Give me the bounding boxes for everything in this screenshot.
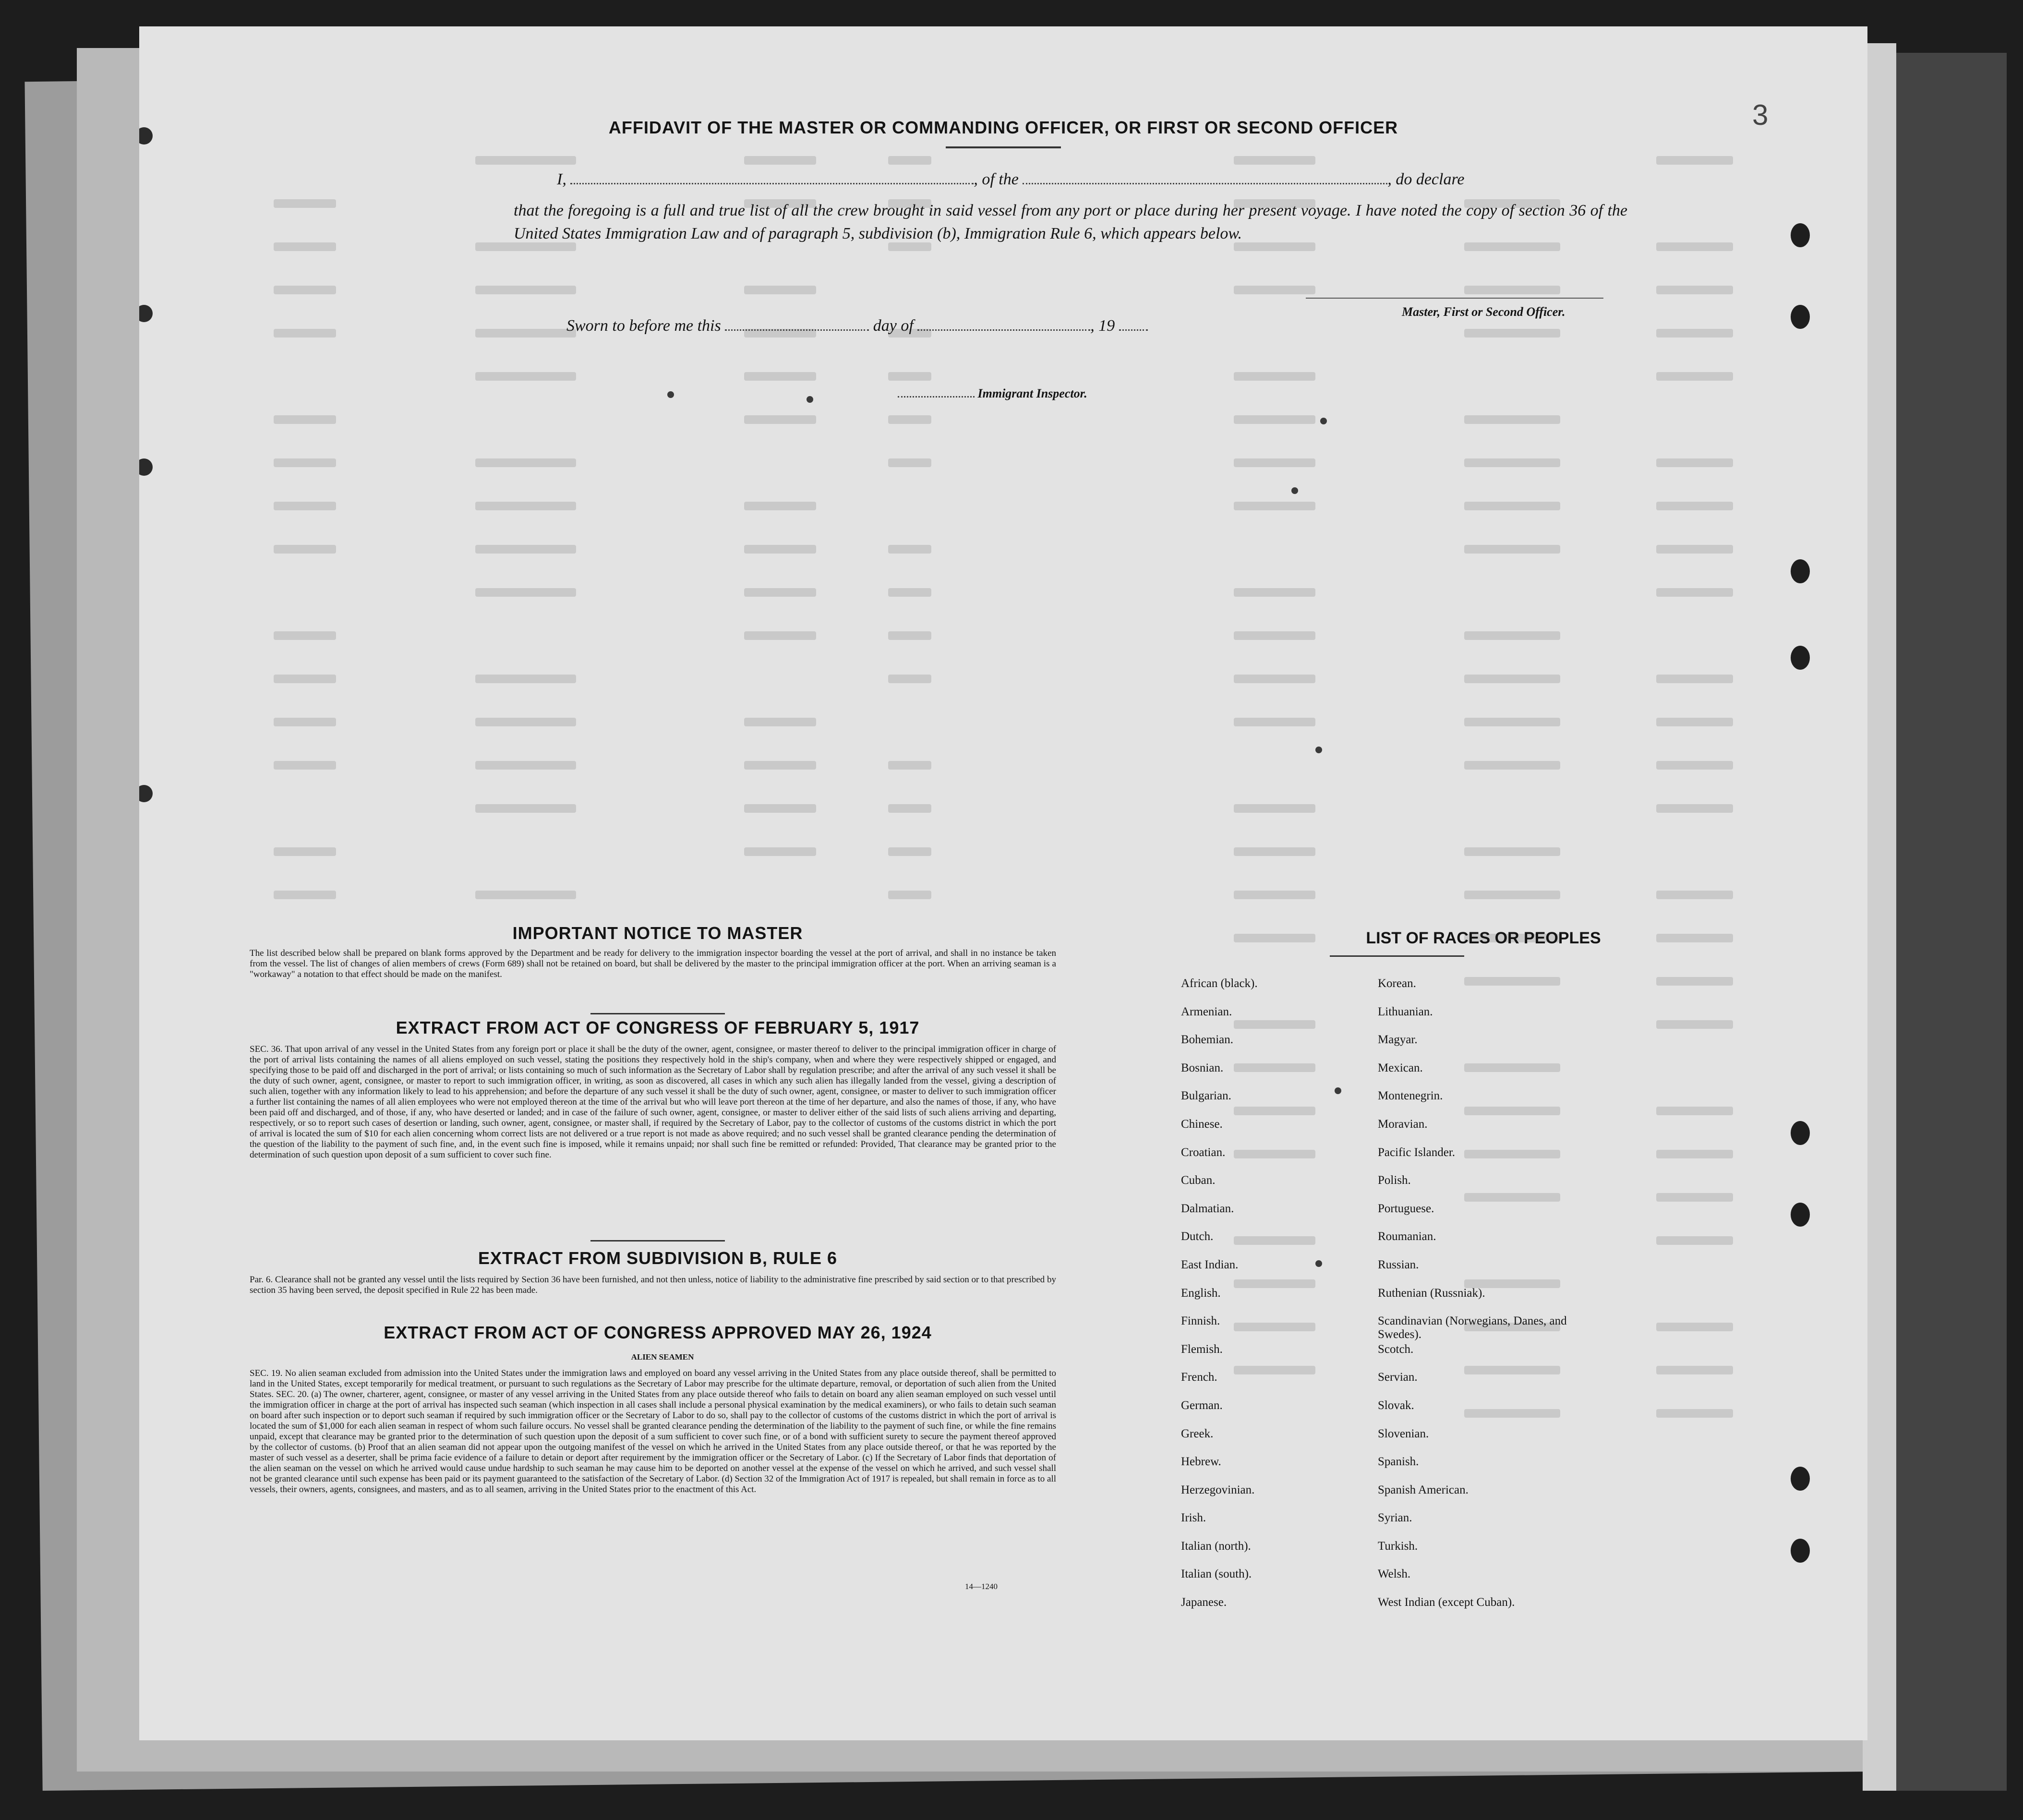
bleed-mark bbox=[1656, 1323, 1733, 1331]
section-rule bbox=[590, 1013, 725, 1014]
extract-1917-body: SEC. 36. That upon arrival of any vessel in the United States from any foreign port or place it shall be the duty of the owner, agent, consignee, or master thereof to deliver to the principal immigration officer in charge of the port of arrival lists containing the names of all aliens employed on such vessel, stating the positions they respectively hold in the ship's company, when and where they were respectively shipped or engaged, and specifying those to be paid off and discharged in the port of arrival; or lists containing so much of such information as the Secretary of Labor shall by regulation prescribe; and after the arrival of any such vessel it shall be the duty of such owner, agent, consignee, or master to report to such immigration officer, in writing, as soon as discovered, all cases in which any such alien has illegally landed from the vessel, giving a description of such alien, together with any information likely to lead to his apprehension; and before the departure of any such vessel it shall be the duty of such owner, agent, consignee, or master to deliver to such immigration officer a further list containing the names of all alien employees who were not employed thereon at the time of the arrival but who will leave port thereon at the time of her departure, and also the names of those, if any, who have been paid off and discharged, and of those, if any, who have deserted or landed; and in case of the failure of such owner, agent, consignee, or master to deliver either of the said lists of such aliens arriving and departing, respectively, or so to report such cases of desertion or landing, such owner, agent, consignee, or master shall, if required by the Secretary of Labor, pay to the collector of customs of the customs district in which the port of arrival is located the sum of $10 for each alien concerning whom correct lists are not delivered or a true report is not made as above required; and no such vessel shall be granted clearance pending the determination of the question of the liability to the payment of such fine, and, in the event such fine is imposed, while it remains unpaid; nor shall such fine be remitted or refunded: Provided, That clearance may be granted prior to the determination of such question upon deposit of a sum sufficient to cover such fine. bbox=[250, 1044, 1056, 1160]
races-right-column bbox=[1378, 977, 1599, 1624]
race-item: Croatian. bbox=[1181, 1145, 1226, 1159]
race-item: Hebrew. bbox=[1181, 1455, 1221, 1469]
bleed-mark bbox=[1464, 761, 1560, 770]
bleed-mark bbox=[1656, 1150, 1733, 1158]
bleed-mark bbox=[1234, 156, 1315, 165]
binder-hole bbox=[1791, 1467, 1810, 1491]
bleed-mark bbox=[1234, 588, 1315, 597]
race-item: Lithuanian. bbox=[1378, 1005, 1433, 1018]
extract-1924-body: SEC. 19. No alien seaman excluded from admission into the United States under the immigration laws and employed on board any vessel arriving in the United States from any place outside thereof, shall be permitted to land in the United States, except temporarily for medical treatment, or pursuant to such regulations as the Secretary of Labor may prescribe for the ultimate departure, removal, or deportation of such alien from the United States. SEC. 20. (a) The owner, charterer, agent, consignee, or master of any vessel arriving in the United States from any place outside thereof who fails to detain on board any alien seaman employed on such vessel until the immigration officer in charge at the port of arrival has inspected such seaman (which inspection in all cases shall include a personal physical examination by the medical examiners), or who fails to detain such seaman on board after such inspection or to deport such seaman if required by such immigration officer or the Secretary of Labor to do so, shall pay to the collector of customs of the customs district in which the port of arrival is located the sum of $1,000 for each alien seaman in respect of whom such failure occurs. No vessel shall be granted clearance pending the determination of the liability to the payment of such fine, or while the fine remains unpaid, except that clearance may be granted prior to the determination of such question upon the deposit of a sum sufficient to cover such fine, or of a bond with sufficient surety to secure the payment thereof approved by the collector of customs. (b) Proof that an alien seaman did not appear upon the outgoing manifest of the vessel on which he arrived in the United States from any place outside thereof, or that he was reported by the master of such vessel as a deserter, shall be prima facie evidence of a failure to detain or deport after requirement by the immigration officer or the Secretary of Labor. (c) If the Secretary of Labor finds that deportation of the alien seaman on the vessel on which he arrived would cause undue hardship to such seaman he may cause him to be deported on another vessel at the expense of the vessel on which he arrived, and such vessel shall not be granted clearance until such expense has been paid or its payment guaranteed to the satisfaction of the Secretary of Labor. (d) Section 32 of the Immigration Act of 1917 is repealed, but shall remain in force as to all vessels, their owners, agents, consignees, and masters, and as to all seamen, arriving in the United States prior to the enactment of this Act. bbox=[250, 1368, 1056, 1495]
notice-title: IMPORTANT NOTICE TO MASTER bbox=[512, 923, 803, 943]
ink-speck bbox=[1315, 1260, 1322, 1267]
bleed-mark bbox=[1464, 891, 1560, 899]
race-item: Slovenian. bbox=[1378, 1427, 1429, 1440]
bleed-mark bbox=[1656, 1193, 1733, 1202]
alien-seamen-subtitle: ALIEN SEAMEN bbox=[631, 1352, 694, 1362]
binder-hole bbox=[139, 305, 153, 322]
race-item: Portuguese. bbox=[1378, 1202, 1434, 1215]
race-item: Korean. bbox=[1378, 977, 1416, 990]
ink-speck bbox=[1315, 747, 1322, 753]
ink-speck bbox=[1320, 418, 1327, 424]
bleed-mark bbox=[1656, 588, 1733, 597]
bleed-mark bbox=[888, 156, 931, 165]
race-item: Dutch. bbox=[1181, 1230, 1214, 1243]
bleed-mark bbox=[744, 545, 816, 554]
bleed-mark bbox=[475, 675, 576, 683]
bleed-mark bbox=[1234, 718, 1315, 726]
race-item: English. bbox=[1181, 1286, 1221, 1300]
bleed-mark bbox=[475, 891, 576, 899]
bleed-mark bbox=[1656, 458, 1733, 467]
bleed-mark bbox=[274, 415, 336, 424]
bleed-mark bbox=[1656, 718, 1733, 726]
extract-rule6-body: Par. 6. Clearance shall not be granted any vessel until the lists required by Section 36 have been furnished, and not then unless, notice of liability to the administrative fine prescribed by said section or to that prescribed by section 35 having been served, the deposit specified in Rule 22 has been made. bbox=[250, 1275, 1056, 1295]
bleed-mark bbox=[274, 718, 336, 726]
notice-body: The list described below shall be prepared on blank forms approved by the Department and be ready for delivery to the immigration inspector boarding the vessel at the port of arrival, and shall in no instance be taken from the vessel. The list of changes of alien members of crews (Form 689) shall not be retained on board, but shall be delivered by the master to the principal immigration officer at the port. When an arriving seaman is a "workaway" a notation to that effect should be made on the manifest. bbox=[250, 948, 1056, 979]
race-item: Spanish American. bbox=[1378, 1483, 1469, 1496]
bleed-mark bbox=[274, 545, 336, 554]
race-item: Moravian. bbox=[1378, 1117, 1428, 1131]
bleed-mark bbox=[1234, 286, 1315, 294]
inspector-blank[interactable] bbox=[898, 396, 975, 398]
race-item: Turkish. bbox=[1378, 1539, 1418, 1553]
bleed-mark bbox=[1464, 458, 1560, 467]
extract-rule6-title: EXTRACT FROM SUBDIVISION B, RULE 6 bbox=[478, 1248, 838, 1268]
ink-speck bbox=[667, 391, 674, 398]
bleed-mark bbox=[1656, 804, 1733, 813]
bleed-mark bbox=[1464, 415, 1560, 424]
year-blank[interactable] bbox=[1119, 329, 1148, 331]
race-item: East Indian. bbox=[1181, 1258, 1239, 1271]
race-item: Russian. bbox=[1378, 1258, 1419, 1271]
races-left-column bbox=[1181, 977, 1258, 1624]
sworn-line: Sworn to before me this day of , 19 bbox=[566, 317, 1148, 335]
bleed-mark bbox=[1656, 242, 1733, 251]
race-item: Roumanian. bbox=[1378, 1230, 1436, 1243]
bleed-mark bbox=[1656, 502, 1733, 510]
bleed-mark bbox=[274, 199, 336, 208]
bleed-mark bbox=[744, 415, 816, 424]
race-item: Magyar. bbox=[1378, 1033, 1418, 1047]
race-item: Scotch. bbox=[1378, 1342, 1414, 1356]
affidavit-title: AFFIDAVIT OF THE MASTER OR COMMANDING OFFICER, OR FIRST OR SECOND OFFICER bbox=[608, 118, 1398, 137]
bleed-mark bbox=[888, 372, 931, 381]
bleed-mark bbox=[475, 156, 576, 165]
race-item: Ruthenian (Russniak). bbox=[1378, 1286, 1485, 1300]
race-item: Herzegovinian. bbox=[1181, 1483, 1255, 1496]
race-item: Montenegrin. bbox=[1378, 1089, 1443, 1103]
binder-hole bbox=[1791, 1121, 1810, 1145]
binder-hole bbox=[139, 785, 153, 802]
ink-speck bbox=[1335, 1087, 1341, 1094]
bleed-mark bbox=[274, 329, 336, 337]
book-edge bbox=[1891, 53, 2007, 1791]
race-item: African (black). bbox=[1181, 977, 1258, 990]
race-item: Flemish. bbox=[1181, 1342, 1223, 1356]
race-item: Italian (north). bbox=[1181, 1539, 1251, 1553]
binder-hole bbox=[1791, 646, 1810, 670]
bleed-mark bbox=[274, 847, 336, 856]
bleed-mark bbox=[1656, 761, 1733, 770]
bleed-mark bbox=[744, 847, 816, 856]
bleed-mark bbox=[744, 718, 816, 726]
bleed-mark bbox=[888, 631, 931, 640]
declaration-text: that the foregoing is a full and true list of all the crew brought in said vessel from any port or place during her present voyage. I have noted the copy of section 36 of the United States Immigration Law and of paragraph 5, subdivision (b), Immigration Rule 6, which appears below. bbox=[514, 202, 1627, 242]
document-page bbox=[139, 26, 1867, 1740]
bleed-mark bbox=[1656, 286, 1733, 294]
bleed-mark bbox=[1656, 891, 1733, 899]
race-item: Bulgarian. bbox=[1181, 1089, 1231, 1103]
bleed-mark bbox=[888, 804, 931, 813]
ink-speck bbox=[807, 396, 813, 403]
bleed-mark bbox=[1656, 329, 1733, 337]
race-item: Greek. bbox=[1181, 1427, 1214, 1440]
bleed-mark bbox=[475, 372, 576, 381]
bleed-mark bbox=[888, 458, 931, 467]
section-rule bbox=[590, 1240, 725, 1241]
race-item: Bosnian. bbox=[1181, 1061, 1224, 1074]
bleed-mark bbox=[1656, 675, 1733, 683]
race-item: Pacific Islander. bbox=[1378, 1145, 1456, 1159]
bleed-mark bbox=[1464, 847, 1560, 856]
binder-hole bbox=[1791, 559, 1810, 583]
bleed-mark bbox=[744, 588, 816, 597]
bleed-mark bbox=[274, 891, 336, 899]
bleed-mark bbox=[1656, 977, 1733, 986]
bleed-mark bbox=[475, 329, 576, 337]
race-item: Bohemian. bbox=[1181, 1033, 1234, 1047]
bleed-mark bbox=[475, 286, 576, 294]
bleed-mark bbox=[888, 847, 931, 856]
bleed-mark bbox=[274, 242, 336, 251]
bleed-mark bbox=[475, 761, 576, 770]
binder-hole bbox=[1791, 1203, 1810, 1227]
races-rule bbox=[1330, 955, 1464, 957]
binder-hole bbox=[1791, 1539, 1810, 1563]
title-rule bbox=[946, 146, 1061, 148]
bleed-mark bbox=[1234, 847, 1315, 856]
bleed-mark bbox=[475, 458, 576, 467]
name-blank[interactable] bbox=[570, 183, 974, 184]
bleed-mark bbox=[1656, 1366, 1733, 1374]
inspector-line: Immigrant Inspector. bbox=[898, 386, 1087, 401]
bleed-mark bbox=[1464, 329, 1560, 337]
bleed-mark bbox=[1656, 1107, 1733, 1115]
ink-speck bbox=[1291, 487, 1298, 494]
bleed-mark bbox=[1234, 502, 1315, 510]
bleed-mark bbox=[1234, 458, 1315, 467]
extract-1924-title: EXTRACT FROM ACT OF CONGRESS APPROVED MAY 26, 1924 bbox=[384, 1323, 932, 1342]
bleed-mark bbox=[744, 502, 816, 510]
extract-1917-title: EXTRACT FROM ACT OF CONGRESS OF FEBRUARY 5, 1917 bbox=[396, 1018, 920, 1037]
race-item: Spanish. bbox=[1378, 1455, 1419, 1469]
signature-line[interactable] bbox=[1306, 298, 1603, 299]
bleed-mark bbox=[888, 415, 931, 424]
bleed-mark bbox=[1234, 415, 1315, 424]
bleed-mark bbox=[1234, 891, 1315, 899]
race-item: French. bbox=[1181, 1371, 1217, 1384]
bleed-mark bbox=[475, 804, 576, 813]
bleed-mark bbox=[475, 588, 576, 597]
bleed-mark bbox=[1464, 675, 1560, 683]
binder-hole bbox=[1791, 305, 1810, 329]
bleed-mark bbox=[475, 545, 576, 554]
race-item: Chinese. bbox=[1181, 1117, 1223, 1131]
bleed-mark bbox=[1464, 502, 1560, 510]
month-blank[interactable] bbox=[917, 329, 1090, 331]
bleed-mark bbox=[274, 286, 336, 294]
bleed-mark bbox=[744, 761, 816, 770]
book-edge bbox=[1863, 43, 1896, 1791]
bleed-mark bbox=[1464, 286, 1560, 294]
bleed-mark bbox=[475, 718, 576, 726]
race-item: Dalmatian. bbox=[1181, 1202, 1234, 1215]
bleed-mark bbox=[744, 631, 816, 640]
bleed-mark bbox=[1234, 804, 1315, 813]
page-number-stamp: 3 bbox=[1752, 99, 1769, 131]
bleed-mark bbox=[888, 891, 931, 899]
race-item: Slovak. bbox=[1378, 1398, 1414, 1412]
race-item: Servian. bbox=[1378, 1371, 1418, 1384]
bleed-mark bbox=[1464, 545, 1560, 554]
bleed-mark bbox=[475, 502, 576, 510]
bleed-mark bbox=[274, 761, 336, 770]
binder-hole bbox=[139, 458, 153, 476]
bleed-mark bbox=[1464, 718, 1560, 726]
bleed-mark bbox=[1234, 631, 1315, 640]
race-item: Irish. bbox=[1181, 1511, 1206, 1525]
bleed-mark bbox=[744, 804, 816, 813]
bleed-mark bbox=[1656, 372, 1733, 381]
race-item: Mexican. bbox=[1378, 1061, 1423, 1074]
bleed-mark bbox=[888, 675, 931, 683]
bleed-mark bbox=[274, 675, 336, 683]
race-item: Polish. bbox=[1378, 1174, 1411, 1187]
race-item: Italian (south). bbox=[1181, 1567, 1252, 1581]
bleed-mark bbox=[1656, 545, 1733, 554]
bleed-mark bbox=[1656, 1020, 1733, 1029]
race-item: Scandinavian (Norwegians, Danes, and Swedes). bbox=[1378, 1314, 1567, 1341]
race-item: Armenian. bbox=[1181, 1005, 1232, 1018]
bleed-mark bbox=[888, 545, 931, 554]
race-item: West Indian (except Cuban). bbox=[1378, 1596, 1515, 1609]
bleed-mark bbox=[1656, 1409, 1733, 1418]
master-label: Master, First or Second Officer. bbox=[1402, 305, 1565, 319]
bleed-mark bbox=[888, 761, 931, 770]
race-item: Japanese. bbox=[1181, 1596, 1227, 1609]
bleed-mark bbox=[1656, 156, 1733, 165]
race-item: German. bbox=[1181, 1398, 1223, 1412]
declarant-line: I, , of the , do declare bbox=[557, 170, 1465, 188]
bleed-mark bbox=[1656, 1236, 1733, 1245]
race-item: Finnish. bbox=[1181, 1314, 1220, 1328]
bleed-mark bbox=[274, 631, 336, 640]
race-item: Welsh. bbox=[1378, 1567, 1411, 1581]
binder-hole bbox=[1791, 223, 1810, 247]
race-item: Cuban. bbox=[1181, 1174, 1216, 1187]
bleed-mark bbox=[744, 372, 816, 381]
bleed-mark bbox=[744, 286, 816, 294]
vessel-blank[interactable] bbox=[1023, 183, 1387, 184]
bleed-mark bbox=[744, 156, 816, 165]
races-title: LIST OF RACES OR PEOPLES bbox=[1366, 929, 1601, 947]
bleed-mark bbox=[888, 588, 931, 597]
bleed-mark bbox=[274, 458, 336, 467]
bleed-mark bbox=[274, 502, 336, 510]
bleed-mark bbox=[1234, 675, 1315, 683]
form-number: 14—1240 bbox=[965, 1582, 998, 1591]
day-blank[interactable] bbox=[725, 329, 869, 331]
bleed-mark bbox=[1234, 372, 1315, 381]
bleed-mark bbox=[1464, 631, 1560, 640]
race-item: Syrian. bbox=[1378, 1511, 1412, 1525]
